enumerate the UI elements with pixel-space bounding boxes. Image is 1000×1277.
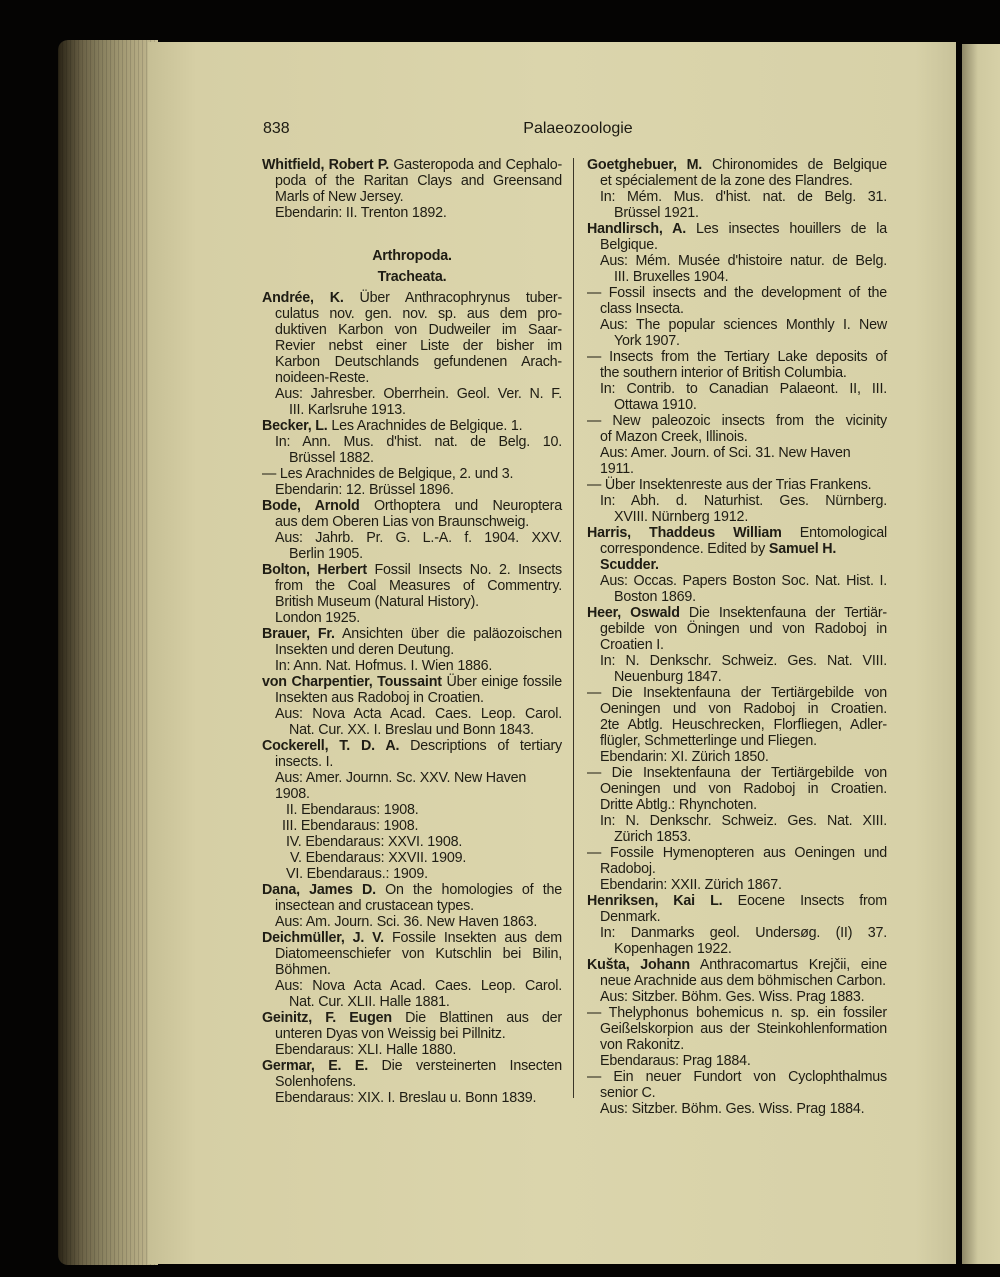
bibliography-entry — [587, 1005, 887, 1069]
facing-page-edge — [962, 44, 1000, 1264]
title-line — [262, 306, 562, 322]
source-line: London 1925. — [275, 610, 361, 626]
title-text: Ein neuer Fundort von Cyclophthalmus — [601, 1069, 887, 1085]
title-line — [262, 370, 562, 386]
source-line: Zürich 1853. — [614, 829, 692, 845]
title-text: British Museum (Natural History). — [275, 594, 479, 610]
title-line — [587, 1005, 887, 1021]
title-line — [587, 845, 887, 861]
title-text: Diatomeenschiefer von Kutschlin bei Bilin, — [275, 946, 562, 962]
volume-line: VI. Ebendaraus.: 1909. — [286, 866, 428, 882]
title-line — [587, 973, 887, 989]
title-text: Les insectes houillers de la — [686, 221, 887, 237]
title-line — [587, 621, 887, 637]
bibliography-entry — [587, 525, 887, 605]
title-text: poda of the Raritan Clays and Greensand — [275, 173, 562, 189]
title-line — [587, 237, 887, 253]
title-line — [587, 285, 887, 301]
bibliography-entry — [262, 626, 562, 674]
bibliography-entry — [262, 1010, 562, 1058]
title-text: Oeningen und von Radoboj in Croatien. — [600, 781, 887, 797]
title-line — [587, 429, 887, 445]
right-column — [587, 157, 887, 1117]
title-line — [262, 514, 562, 530]
bibliography-entry — [587, 477, 887, 525]
author-name: — — [587, 477, 602, 493]
bibliography-entry — [587, 1069, 887, 1117]
title-text: Insects from the Tertiary Lake deposits of — [601, 349, 887, 365]
title-text: Eocene Insects from — [722, 893, 888, 909]
title-text: of Mazon Creek, Illinois. — [600, 429, 748, 445]
source-line: XVIII. Nürnberg 1912. — [614, 509, 749, 525]
title-line — [587, 301, 887, 317]
title-text: Fossile Hymenopteren aus Oeningen und — [601, 845, 887, 861]
title-line — [262, 354, 562, 370]
title-text: flügler, Schmetterlinge und Fliegen. — [600, 733, 817, 749]
author-name: Bolton, Herbert — [262, 562, 367, 578]
source-line: Kopenhagen 1922. — [614, 941, 732, 957]
title-text: Oeningen und von Radoboj in Croatien. — [600, 701, 887, 717]
title-text: gebilde von Öningen und von Radoboj in — [600, 621, 887, 637]
title-text: correspondence. Edited by — [600, 541, 769, 557]
title-text: Karbon Deutschlands gefundenen Arach- — [275, 354, 562, 370]
source-line: Aus: Jahrb. Pr. G. L.-A. f. 1904. XXV. — [275, 530, 562, 546]
title-line — [262, 642, 562, 658]
title-text: Über einige fossile — [441, 674, 562, 690]
author-name: — — [587, 1069, 602, 1085]
title-line — [262, 1058, 562, 1074]
title-line — [262, 157, 562, 173]
source-line: Nat. Cur. XLII. Halle 1881. — [289, 994, 450, 1010]
author-name: Andrée, K. — [262, 290, 344, 306]
bibliography-entry — [587, 893, 887, 957]
title-line — [587, 349, 887, 365]
title-text: Samuel H. Scudder. — [600, 541, 837, 573]
title-line — [262, 738, 562, 754]
bibliography-entry — [587, 157, 887, 221]
author-name: — — [262, 466, 277, 482]
source-line: Ebendarin: II. Trenton 1892. — [275, 205, 447, 221]
bibliography-entry — [262, 498, 562, 562]
title-line — [587, 637, 887, 653]
title-line — [262, 594, 562, 610]
title-text: Über Insektenreste aus der Trias Frankens. — [601, 477, 872, 493]
title-text: Die versteinerten Insecten — [367, 1058, 562, 1074]
title-text: Anthracomartus Krejčii, eine — [689, 957, 888, 973]
title-line — [587, 413, 887, 429]
source-line: Aus: Occas. Papers Boston Soc. Nat. Hist. I. — [600, 573, 887, 589]
title-text: Über Anthracophrynus tuber- — [343, 290, 562, 306]
author-name: Dana, James D. — [262, 882, 376, 898]
bibliography-entry — [262, 882, 562, 930]
source-line: Neuenburg 1847. — [614, 669, 722, 685]
title-line — [587, 765, 887, 781]
source-line: Brüssel 1882. — [289, 450, 374, 466]
title-text: Die Blattinen aus der — [391, 1010, 562, 1026]
author-name: — — [587, 685, 602, 701]
source-line: Ebendarin: XI. Zürich 1850. — [600, 749, 769, 765]
title-line — [587, 1085, 887, 1101]
title-line — [262, 626, 562, 642]
title-text: Die Insektenfauna der Tertiärgebilde von — [601, 685, 887, 701]
title-text: Die Insektenfauna der Tertiär- — [679, 605, 887, 621]
source-line: Berlin 1905. — [289, 546, 363, 562]
source-line: York 1907. — [614, 333, 680, 349]
title-text: Solenhofens. — [275, 1074, 357, 1090]
title-text: the southern interior of British Columbia. — [600, 365, 847, 381]
source-line: Aus: Jahresber. Oberrhein. Geol. Ver. N. F. — [275, 386, 562, 402]
source-line: Brüssel 1921. — [614, 205, 699, 221]
volume-line: III. Ebendaraus: 1908. — [282, 818, 419, 834]
title-text: class Insecta. — [600, 301, 684, 317]
bibliography-entry — [587, 685, 887, 765]
bibliography-entry — [587, 765, 887, 845]
title-text: Les Arachnides de Belgique. 1. — [327, 418, 523, 434]
title-line — [262, 1010, 562, 1026]
title-text: senior C. — [600, 1085, 656, 1101]
title-text: Descriptions of tertiary — [399, 738, 562, 754]
source-line: Nat. Cur. XX. I. Breslau und Bonn 1843. — [289, 722, 534, 738]
source-line: Ebendaraus: XIX. I. Breslau u. Bonn 1839. — [275, 1090, 537, 1106]
title-text: Dritte Abtlg.: Rhynchoten. — [600, 797, 757, 813]
title-line — [587, 685, 887, 701]
title-text: aus dem Oberen Lias von Braunschweig. — [275, 514, 530, 530]
title-text: culatus nov. gen. nov. sp. aus dem pro- — [275, 306, 562, 322]
section-heading: Tracheata. — [377, 269, 447, 285]
running-head: Palaeozoologie — [523, 120, 633, 137]
bibliography-entry — [587, 285, 887, 349]
source-line: In: N. Denkschr. Schweiz. Ges. Nat. XIII. — [600, 813, 887, 829]
title-line — [262, 578, 562, 594]
author-name: Kušta, Johann — [587, 957, 690, 973]
author-name: von Charpentier, Toussaint — [262, 674, 442, 690]
author-name: Harris, Thaddeus William — [587, 525, 782, 541]
title-text: Fossil Insects No. 2. Insects — [366, 562, 562, 578]
title-line — [262, 1074, 562, 1090]
title-line — [587, 733, 887, 749]
title-text: Fossile Insekten aus dem — [383, 930, 562, 946]
source-line: Ebendaraus: XLI. Halle 1880. — [275, 1042, 457, 1058]
author-name: — — [587, 413, 602, 429]
section-heading: Arthropoda. — [372, 248, 452, 264]
spacer — [262, 221, 562, 248]
column-divider — [573, 158, 574, 1098]
title-text: Thelyphonus bohemicus n. sp. ein fossiler — [601, 1005, 887, 1021]
bibliography-entry — [262, 290, 562, 418]
title-line — [262, 962, 562, 978]
title-text: Belgique. — [600, 237, 658, 253]
source-line: In: N. Denkschr. Schweiz. Ges. Nat. VIII. — [600, 653, 887, 669]
title-line — [262, 322, 562, 338]
title-line — [262, 338, 562, 354]
title-line — [262, 898, 562, 914]
title-text: Radoboj. — [600, 861, 656, 877]
title-text: New paleozoic insects from the vicinity — [601, 413, 887, 429]
title-line — [262, 418, 562, 434]
author-name: — — [587, 765, 602, 781]
title-text: On the homologies of the — [375, 882, 562, 898]
source-line: Aus: Am. Journ. Sci. 36. New Haven 1863. — [275, 914, 538, 930]
source-line: Aus: Sitzber. Böhm. Ges. Wiss. Prag 1883. — [600, 989, 865, 1005]
bibliography-entry — [262, 418, 562, 466]
title-text: Croatien I. — [600, 637, 664, 653]
title-text: Entomological — [781, 525, 887, 541]
author-name: Handlirsch, A. — [587, 221, 687, 237]
title-line — [587, 605, 887, 621]
bibliography-entry — [262, 738, 562, 882]
source-line: In: Ann. Mus. d'hist. nat. de Belg. 10. — [275, 434, 562, 450]
author-name: — — [587, 845, 602, 861]
author-name: Cockerell, T. D. A. — [262, 738, 400, 754]
bibliography-entry — [587, 221, 887, 285]
source-line: Aus: Amer. Journ. of Sci. 31. New Haven 1911. — [600, 445, 851, 477]
volume-line: IV. Ebendaraus: XXVI. 1908. — [286, 834, 463, 850]
title-line — [587, 173, 887, 189]
title-line — [587, 781, 887, 797]
title-text: Orthoptera und Neuroptera — [359, 498, 562, 514]
title-text: Les Arachnides de Belgique, 2. und 3. — [276, 466, 514, 482]
title-line — [587, 909, 887, 925]
source-line: Ebendaraus: Prag 1884. — [600, 1053, 751, 1069]
source-line: In: Danmarks geol. Undersøg. (II) 37. — [600, 925, 887, 941]
title-line — [587, 1069, 887, 1085]
title-line — [262, 754, 562, 770]
page-stack-edge — [58, 40, 158, 1265]
left-column — [262, 157, 562, 1106]
title-line — [587, 157, 887, 173]
author-name: Deichmüller, J. V. — [262, 930, 384, 946]
bibliography-entry — [587, 413, 887, 477]
title-line — [587, 365, 887, 381]
title-text: Denmark. — [600, 909, 661, 925]
title-line — [262, 674, 562, 690]
author-name: Henriksen, Kai L. — [587, 893, 723, 909]
bibliography-entry — [262, 562, 562, 626]
title-line — [587, 893, 887, 909]
author-name: Geinitz, F. Eugen — [262, 1010, 392, 1026]
title-text: from the Coal Measures of Commentry. — [275, 578, 562, 594]
title-line — [262, 189, 562, 205]
title-line — [587, 861, 887, 877]
title-line — [587, 701, 887, 717]
title-line — [262, 1026, 562, 1042]
title-line — [587, 1037, 887, 1053]
source-line: III. Bruxelles 1904. — [614, 269, 729, 285]
author-name: — — [587, 1005, 602, 1021]
author-name: Bode, Arnold — [262, 498, 360, 514]
source-line: Aus: The popular sciences Monthly I. New — [600, 317, 887, 333]
title-text: Fossil insects and the development of the — [601, 285, 887, 301]
page-number: 838 — [263, 120, 290, 137]
title-text: Marls of New Jersey. — [275, 189, 404, 205]
author-name: — — [587, 285, 602, 301]
source-line: In: Ann. Nat. Hofmus. I. Wien 1886. — [275, 658, 493, 674]
title-line — [587, 717, 887, 733]
author-name: Whitfield, Robert P. — [262, 157, 390, 173]
volume-line: V. Ebendaraus: XXVII. 1909. — [290, 850, 467, 866]
title-line — [587, 525, 887, 541]
title-line — [587, 797, 887, 813]
title-text: noideen-Reste. — [275, 370, 370, 386]
title-line — [587, 1021, 887, 1037]
title-text: Insekten und deren Deutung. — [275, 642, 455, 658]
author-name: — — [587, 349, 602, 365]
source-line: In: Abh. d. Naturhist. Ges. Nürnberg. — [600, 493, 887, 509]
title-text: et spécialement de la zone des Flandres. — [600, 173, 853, 189]
title-text: Ansichten über die paläozoischen — [334, 626, 562, 642]
source-line: Ebendarin: 12. Brüssel 1896. — [275, 482, 454, 498]
volume-line: II. Ebendaraus: 1908. — [286, 802, 419, 818]
source-line: Aus: Sitzber. Böhm. Ges. Wiss. Prag 1884. — [600, 1101, 865, 1117]
author-name: Germar, E. E. — [262, 1058, 368, 1074]
title-text: unteren Dyas von Weissig bei Pillnitz. — [275, 1026, 506, 1042]
title-line — [587, 477, 887, 493]
title-line — [587, 541, 887, 573]
title-text: insectean and crustacean types. — [275, 898, 474, 914]
title-line — [262, 930, 562, 946]
title-line — [262, 882, 562, 898]
bibliography-entry — [262, 930, 562, 1010]
source-line: In: Mém. Mus. d'hist. nat. de Belg. 31. — [600, 189, 887, 205]
source-line: In: Contrib. to Canadian Palaeont. II, III. — [600, 381, 887, 397]
title-line — [262, 690, 562, 706]
source-line: III. Karlsruhe 1913. — [289, 402, 406, 418]
title-text: Insekten aus Radoboj in Croatien. — [275, 690, 484, 706]
title-text: Chironomides de Belgique — [702, 157, 887, 173]
title-line — [262, 466, 562, 482]
title-text: Böhmen. — [275, 962, 331, 978]
author-name: Goetghebuer, M. — [587, 157, 703, 173]
source-line: Ebendarin: XXII. Zürich 1867. — [600, 877, 782, 893]
title-text: duktiven Karbon von Dudweiler im Saar- — [275, 322, 562, 338]
title-line — [262, 498, 562, 514]
title-text: Geißelskorpion aus der Steinkohlenformation — [600, 1021, 887, 1037]
bibliography-entry — [587, 349, 887, 413]
bibliography-entry — [262, 157, 562, 221]
title-text: 2te Abtlg. Heuschrecken, Florfliegen, Adler- — [600, 717, 887, 733]
source-line: Ottawa 1910. — [614, 397, 697, 413]
title-text: neue Arachnide aus dem böhmischen Carbon. — [600, 973, 886, 989]
bibliography-entry — [587, 957, 887, 1005]
title-line — [587, 221, 887, 237]
title-text: Gasteropoda and Cephalo- — [389, 157, 563, 173]
author-name: Brauer, Fr. — [262, 626, 335, 642]
title-line — [262, 562, 562, 578]
title-text: Die Insektenfauna der Tertiärgebilde von — [601, 765, 887, 781]
title-line — [587, 957, 887, 973]
source-line: Aus: Mém. Musée d'histoire natur. de Belg. — [600, 253, 887, 269]
bibliography-entry — [587, 605, 887, 685]
author-name: Becker, L. — [262, 418, 328, 434]
title-text: insects. I. — [275, 754, 334, 770]
source-line: Aus: Nova Acta Acad. Caes. Leop. Carol. — [275, 978, 562, 994]
title-line — [262, 946, 562, 962]
bibliography-entry — [262, 674, 562, 738]
bibliography-entry — [587, 845, 887, 893]
bibliography-entry — [262, 1058, 562, 1106]
title-text: von Rakonitz. — [600, 1037, 685, 1053]
author-name: Heer, Oswald — [587, 605, 680, 621]
bibliography-entry — [262, 466, 562, 498]
title-line — [262, 290, 562, 306]
title-line — [262, 173, 562, 189]
source-line: Boston 1869. — [614, 589, 696, 605]
source-line: Aus: Amer. Journn. Sc. XXV. New Haven 1908. — [275, 770, 527, 802]
source-line: Aus: Nova Acta Acad. Caes. Leop. Carol. — [275, 706, 562, 722]
title-text: Revier nebst einer Liste der bisher im — [275, 338, 562, 354]
